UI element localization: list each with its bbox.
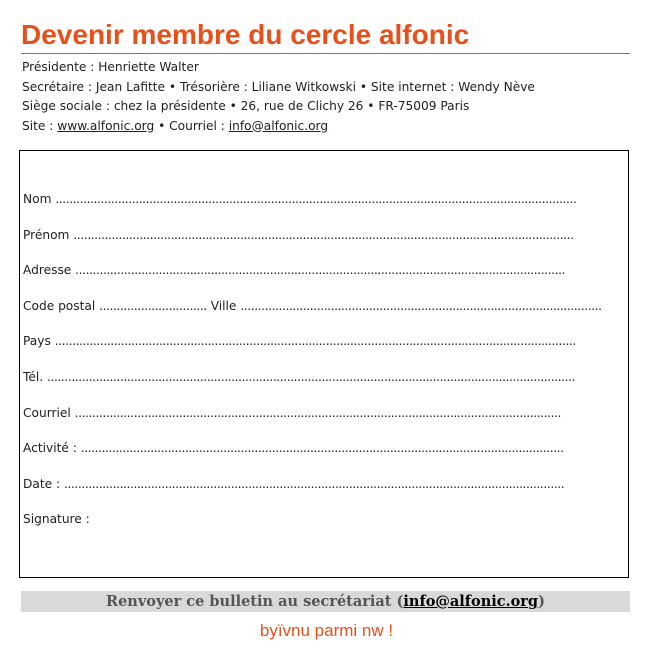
field-date-label: Date : <box>23 477 64 491</box>
field-tel[interactable] <box>23 369 627 385</box>
return-text: Renvoyer ce bulletin au secrétariat ( <box>106 593 404 610</box>
field-prenom-dots: ................................................................................................................................................ <box>73 228 574 242</box>
return-mail-link[interactable]: info@alfonic.org <box>403 593 539 610</box>
field-nom-label: Nom <box>23 192 56 206</box>
page-title: Devenir membre du cercle alfonic <box>21 18 630 54</box>
address-line: Siège sociale : chez la présidente • 26, rue de Clichy 26 • FR-75009 Paris <box>22 99 470 113</box>
field-nom[interactable] <box>23 191 625 207</box>
field-date[interactable] <box>23 476 621 492</box>
field-activite-label: Activité : <box>23 441 81 455</box>
field-prenom-label: Prénom <box>23 228 74 242</box>
field-courriel-label: Courriel <box>23 406 75 420</box>
contact-line <box>22 117 632 137</box>
field-courriel[interactable] <box>23 405 623 421</box>
site-label: Site : <box>22 118 58 133</box>
return-text-end: ) <box>538 593 545 610</box>
field-adresse-dots: ............................................................................................................................................. <box>75 263 566 277</box>
association-info <box>22 58 632 136</box>
field-adresse[interactable] <box>23 262 623 278</box>
return-instructions <box>21 591 630 612</box>
field-signature[interactable] <box>23 511 323 527</box>
field-signature-label: Signature : <box>23 512 90 526</box>
field-activite[interactable] <box>23 440 619 456</box>
officers-line: Secrétaire : Jean Lafitte • Trésorière : Liliane Witkowski • Site internet : Wendy Nève <box>22 79 535 94</box>
field-pays-dots: ...................................................................................................................................................... <box>54 334 576 348</box>
field-courriel-dots: ............................................................................................................................................ <box>74 406 562 420</box>
field-tel-label: Tél. <box>23 370 48 384</box>
field-ville-dots: ........................................................................................................ <box>240 299 602 313</box>
field-ville-label: Ville <box>206 299 241 313</box>
field-code-postal-ville[interactable] <box>23 298 627 314</box>
membership-form <box>19 150 629 578</box>
field-adresse-label: Adresse <box>23 263 76 277</box>
field-tel-dots: ........................................................................................................................................................ <box>47 370 576 384</box>
slogan: byïvnu parmi nw ! <box>259 621 394 640</box>
field-pays-label: Pays <box>23 334 55 348</box>
mail-label: • Courriel : <box>154 118 229 133</box>
president-line: Présidente : Henriette Walter <box>22 60 199 74</box>
site-link[interactable]: www.alfonic.org <box>57 118 155 133</box>
field-pays[interactable] <box>23 333 621 349</box>
mail-link[interactable]: info@alfonic.org <box>228 118 329 133</box>
field-code-postal-label: Code postal <box>23 299 100 313</box>
field-nom-dots: ...................................................................................................................................................... <box>55 192 577 206</box>
field-code-postal-dots: ............................... <box>99 299 207 313</box>
field-prenom[interactable] <box>23 227 623 243</box>
field-activite-dots: ........................................................................................................................................... <box>80 441 564 455</box>
field-date-dots: ................................................................................................................................................ <box>63 477 565 491</box>
